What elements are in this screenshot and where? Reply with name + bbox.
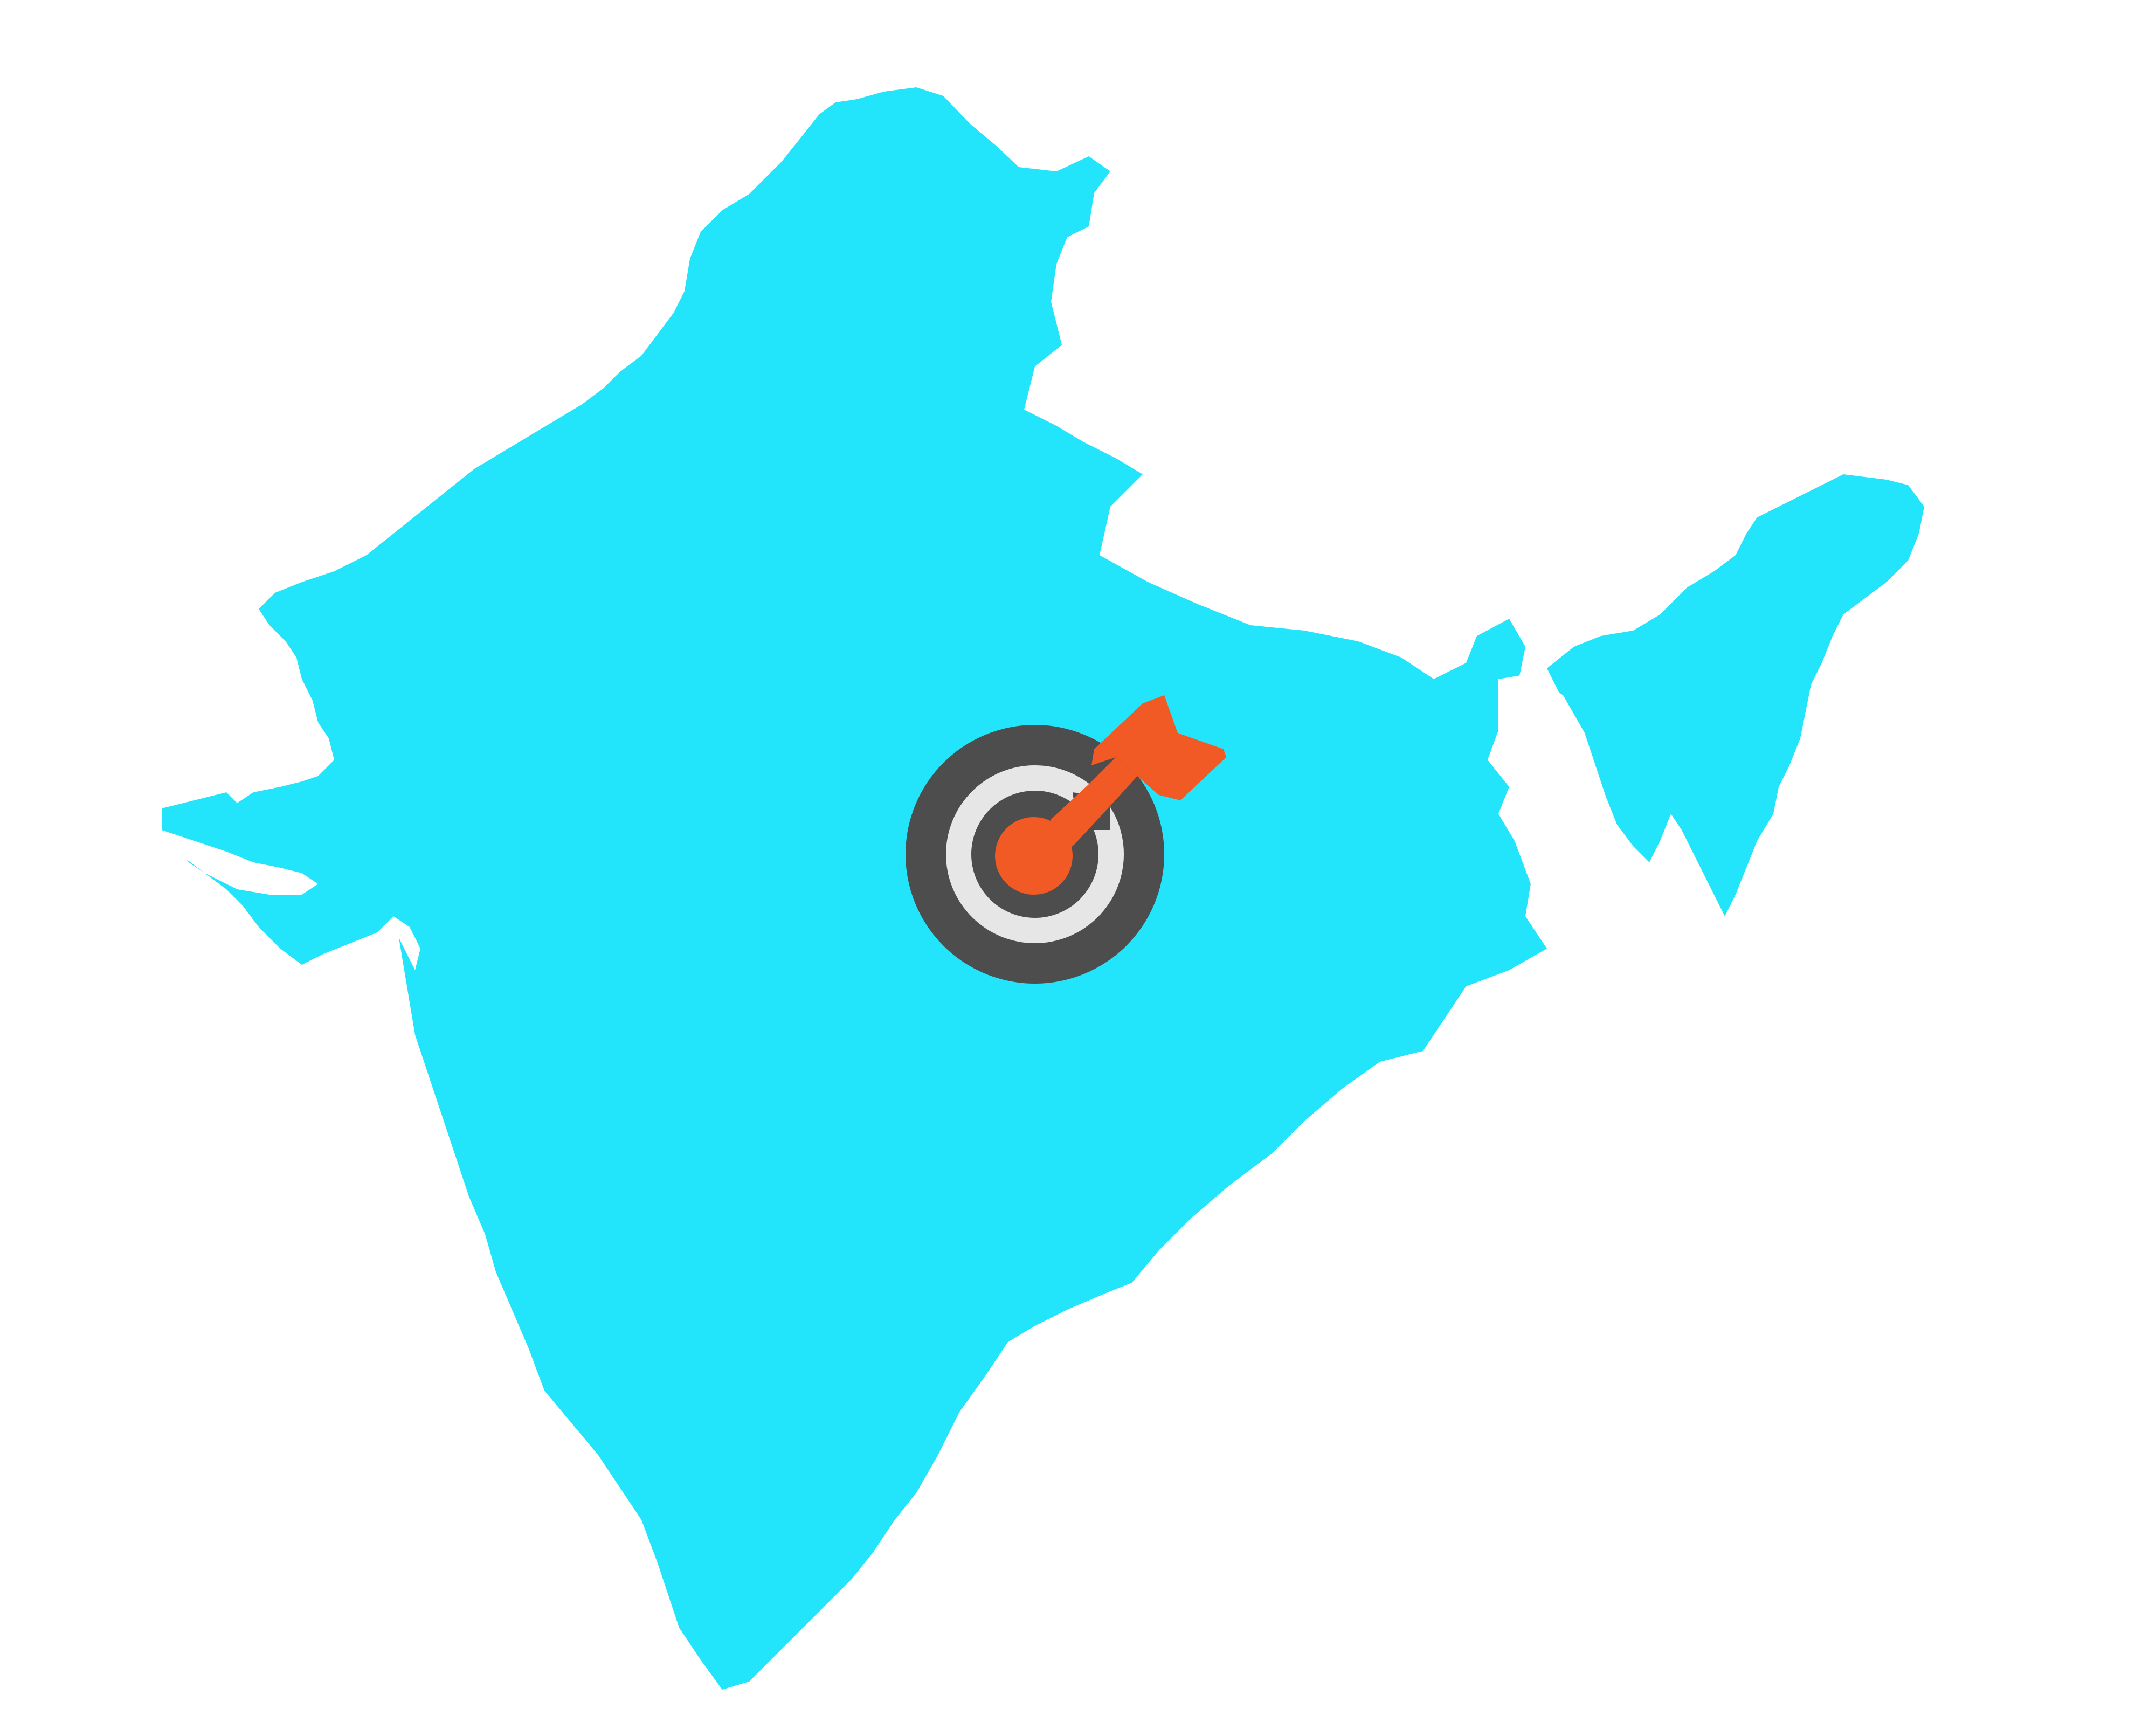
- india-mainland-shape: [162, 87, 1547, 1690]
